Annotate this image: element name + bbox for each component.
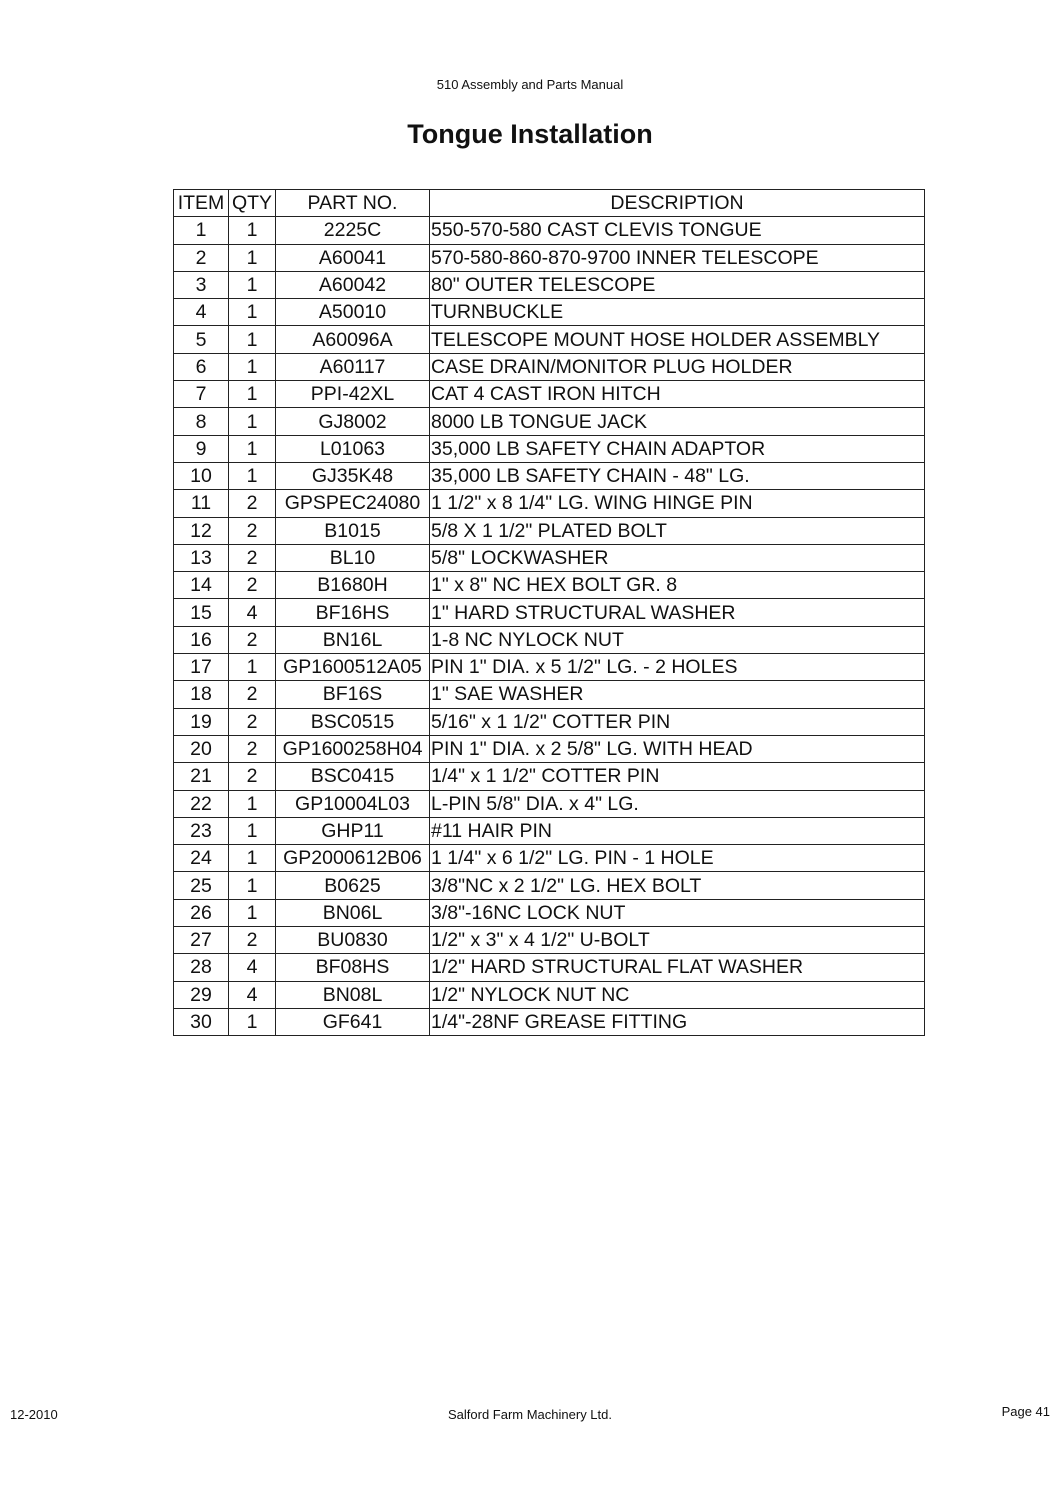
cell-part-no: 2225C bbox=[276, 217, 430, 244]
cell-part-no: BSC0515 bbox=[276, 708, 430, 735]
cell-qty: 2 bbox=[229, 626, 276, 653]
table-row bbox=[174, 899, 925, 926]
cell-qty: 4 bbox=[229, 981, 276, 1008]
cell-description: 1/2" NYLOCK NUT NC bbox=[430, 981, 925, 1008]
cell-qty: 2 bbox=[229, 927, 276, 954]
cell-part-no: GF641 bbox=[276, 1008, 430, 1035]
cell-qty: 1 bbox=[229, 326, 276, 353]
cell-part-no: GP1600512A05 bbox=[276, 654, 430, 681]
cell-part-no: A60096A bbox=[276, 326, 430, 353]
cell-part-no: GJ8002 bbox=[276, 408, 430, 435]
cell-description: 1/2" x 3" x 4 1/2" U-BOLT bbox=[430, 927, 925, 954]
cell-qty: 4 bbox=[229, 599, 276, 626]
table-row bbox=[174, 299, 925, 326]
cell-item: 15 bbox=[174, 599, 229, 626]
table-row bbox=[174, 954, 925, 981]
table-row bbox=[174, 326, 925, 353]
cell-item: 23 bbox=[174, 817, 229, 844]
cell-qty: 1 bbox=[229, 790, 276, 817]
cell-part-no: BU0830 bbox=[276, 927, 430, 954]
table-row bbox=[174, 735, 925, 762]
cell-part-no: B1680H bbox=[276, 572, 430, 599]
cell-description: 35,000 LB SAFETY CHAIN ADAPTOR bbox=[430, 435, 925, 462]
cell-description: 3/8"NC x 2 1/2" LG. HEX BOLT bbox=[430, 872, 925, 899]
cell-description: 8000 LB TONGUE JACK bbox=[430, 408, 925, 435]
cell-item: 9 bbox=[174, 435, 229, 462]
cell-description: PIN 1" DIA. x 2 5/8" LG. WITH HEAD bbox=[430, 735, 925, 762]
cell-qty: 1 bbox=[229, 845, 276, 872]
cell-qty: 2 bbox=[229, 681, 276, 708]
column-header-item: ITEM bbox=[174, 190, 229, 217]
cell-item: 25 bbox=[174, 872, 229, 899]
cell-item: 11 bbox=[174, 490, 229, 517]
cell-qty: 2 bbox=[229, 517, 276, 544]
cell-item: 6 bbox=[174, 353, 229, 380]
cell-part-no: BN06L bbox=[276, 899, 430, 926]
column-header-part-no: PART NO. bbox=[276, 190, 430, 217]
cell-description: L-PIN 5/8" DIA. x 4" LG. bbox=[430, 790, 925, 817]
cell-part-no: GP1600258H04 bbox=[276, 735, 430, 762]
cell-part-no: BF16HS bbox=[276, 599, 430, 626]
cell-part-no: A60117 bbox=[276, 353, 430, 380]
cell-part-no: A60041 bbox=[276, 244, 430, 271]
cell-item: 3 bbox=[174, 271, 229, 298]
cell-qty: 2 bbox=[229, 572, 276, 599]
table-row bbox=[174, 790, 925, 817]
cell-description: #11 HAIR PIN bbox=[430, 817, 925, 844]
cell-qty: 1 bbox=[229, 1008, 276, 1035]
parts-table bbox=[173, 189, 925, 1036]
cell-description: 570-580-860-870-9700 INNER TELESCOPE bbox=[430, 244, 925, 271]
cell-item: 26 bbox=[174, 899, 229, 926]
table-row bbox=[174, 763, 925, 790]
cell-part-no: B1015 bbox=[276, 517, 430, 544]
cell-item: 20 bbox=[174, 735, 229, 762]
table-row bbox=[174, 872, 925, 899]
cell-part-no: BN16L bbox=[276, 626, 430, 653]
cell-part-no: BF08HS bbox=[276, 954, 430, 981]
cell-item: 17 bbox=[174, 654, 229, 681]
cell-qty: 1 bbox=[229, 217, 276, 244]
table-row bbox=[174, 817, 925, 844]
cell-description: 3/8"-16NC LOCK NUT bbox=[430, 899, 925, 926]
parts-table-body bbox=[174, 217, 925, 1036]
cell-qty: 1 bbox=[229, 408, 276, 435]
cell-qty: 2 bbox=[229, 763, 276, 790]
table-row bbox=[174, 408, 925, 435]
cell-item: 19 bbox=[174, 708, 229, 735]
table-row bbox=[174, 353, 925, 380]
manual-title: 510 Assembly and Parts Manual bbox=[436, 77, 624, 92]
cell-part-no: A50010 bbox=[276, 299, 430, 326]
cell-qty: 1 bbox=[229, 872, 276, 899]
table-row bbox=[174, 845, 925, 872]
cell-qty: 1 bbox=[229, 299, 276, 326]
table-row bbox=[174, 490, 925, 517]
table-row bbox=[174, 654, 925, 681]
cell-description: 5/8 X 1 1/2" PLATED BOLT bbox=[430, 517, 925, 544]
cell-qty: 1 bbox=[229, 435, 276, 462]
cell-item: 2 bbox=[174, 244, 229, 271]
cell-part-no: GP10004L03 bbox=[276, 790, 430, 817]
cell-qty: 2 bbox=[229, 490, 276, 517]
cell-qty: 1 bbox=[229, 353, 276, 380]
cell-item: 5 bbox=[174, 326, 229, 353]
cell-item: 30 bbox=[174, 1008, 229, 1035]
table-row bbox=[174, 271, 925, 298]
cell-part-no: BF16S bbox=[276, 681, 430, 708]
cell-item: 28 bbox=[174, 954, 229, 981]
cell-description: 5/16" x 1 1/2" COTTER PIN bbox=[430, 708, 925, 735]
cell-part-no: GP2000612B06 bbox=[276, 845, 430, 872]
cell-qty: 2 bbox=[229, 708, 276, 735]
cell-item: 24 bbox=[174, 845, 229, 872]
table-row bbox=[174, 599, 925, 626]
cell-description: 1/4"-28NF GREASE FITTING bbox=[430, 1008, 925, 1035]
table-row bbox=[174, 927, 925, 954]
page-heading: Tongue Installation bbox=[407, 119, 653, 149]
cell-description: 550-570-580 CAST CLEVIS TONGUE bbox=[430, 217, 925, 244]
cell-part-no: PPI-42XL bbox=[276, 381, 430, 408]
footer-company: Salford Farm Machinery Ltd. bbox=[447, 1407, 612, 1422]
cell-part-no: L01063 bbox=[276, 435, 430, 462]
table-row bbox=[174, 708, 925, 735]
cell-qty: 2 bbox=[229, 544, 276, 571]
table-row bbox=[174, 1008, 925, 1035]
cell-qty: 1 bbox=[229, 381, 276, 408]
cell-description: 35,000 LB SAFETY CHAIN - 48" LG. bbox=[430, 462, 925, 489]
cell-description: TURNBUCKLE bbox=[430, 299, 925, 326]
cell-part-no: BSC0415 bbox=[276, 763, 430, 790]
cell-qty: 2 bbox=[229, 735, 276, 762]
cell-item: 14 bbox=[174, 572, 229, 599]
cell-description: 80" OUTER TELESCOPE bbox=[430, 271, 925, 298]
cell-description: 1 1/4" x 6 1/2" LG. PIN - 1 HOLE bbox=[430, 845, 925, 872]
table-row bbox=[174, 381, 925, 408]
footer-date: 12-2010 bbox=[10, 1407, 58, 1422]
cell-part-no: GHP11 bbox=[276, 817, 430, 844]
cell-qty: 1 bbox=[229, 654, 276, 681]
cell-item: 8 bbox=[174, 408, 229, 435]
cell-qty: 1 bbox=[229, 244, 276, 271]
table-row bbox=[174, 517, 925, 544]
cell-qty: 1 bbox=[229, 817, 276, 844]
cell-qty: 1 bbox=[229, 462, 276, 489]
cell-qty: 1 bbox=[229, 899, 276, 926]
cell-part-no: B0625 bbox=[276, 872, 430, 899]
table-row bbox=[174, 626, 925, 653]
table-row bbox=[174, 217, 925, 244]
table-row bbox=[174, 462, 925, 489]
cell-item: 1 bbox=[174, 217, 229, 244]
cell-item: 18 bbox=[174, 681, 229, 708]
cell-description: TELESCOPE MOUNT HOSE HOLDER ASSEMBLY bbox=[430, 326, 925, 353]
table-row bbox=[174, 981, 925, 1008]
column-header-description: DESCRIPTION bbox=[430, 190, 925, 217]
table-header-row bbox=[174, 190, 925, 217]
cell-description: 1" HARD STRUCTURAL WASHER bbox=[430, 599, 925, 626]
cell-description: 1/4" x 1 1/2" COTTER PIN bbox=[430, 763, 925, 790]
cell-part-no: GPSPEC24080 bbox=[276, 490, 430, 517]
footer-page-number: Page 41 bbox=[1001, 1404, 1050, 1419]
cell-item: 21 bbox=[174, 763, 229, 790]
cell-qty: 4 bbox=[229, 954, 276, 981]
cell-item: 7 bbox=[174, 381, 229, 408]
cell-item: 22 bbox=[174, 790, 229, 817]
cell-item: 4 bbox=[174, 299, 229, 326]
column-header-qty: QTY bbox=[229, 190, 276, 217]
cell-description: 1" x 8" NC HEX BOLT GR. 8 bbox=[430, 572, 925, 599]
cell-description: CASE DRAIN/MONITOR PLUG HOLDER bbox=[430, 353, 925, 380]
cell-description: CAT 4 CAST IRON HITCH bbox=[430, 381, 925, 408]
cell-item: 27 bbox=[174, 927, 229, 954]
cell-qty: 1 bbox=[229, 271, 276, 298]
cell-description: 5/8" LOCKWASHER bbox=[430, 544, 925, 571]
table-row bbox=[174, 244, 925, 271]
table-row bbox=[174, 681, 925, 708]
cell-part-no: BL10 bbox=[276, 544, 430, 571]
cell-description: 1-8 NC NYLOCK NUT bbox=[430, 626, 925, 653]
cell-part-no: GJ35K48 bbox=[276, 462, 430, 489]
table-row bbox=[174, 572, 925, 599]
cell-item: 13 bbox=[174, 544, 229, 571]
cell-description: 1" SAE WASHER bbox=[430, 681, 925, 708]
cell-description: PIN 1" DIA. x 5 1/2" LG. - 2 HOLES bbox=[430, 654, 925, 681]
table-row bbox=[174, 435, 925, 462]
cell-item: 29 bbox=[174, 981, 229, 1008]
cell-item: 10 bbox=[174, 462, 229, 489]
cell-item: 12 bbox=[174, 517, 229, 544]
cell-part-no: A60042 bbox=[276, 271, 430, 298]
cell-part-no: BN08L bbox=[276, 981, 430, 1008]
cell-item: 16 bbox=[174, 626, 229, 653]
table-row bbox=[174, 544, 925, 571]
cell-description: 1 1/2" x 8 1/4" LG. WING HINGE PIN bbox=[430, 490, 925, 517]
cell-description: 1/2" HARD STRUCTURAL FLAT WASHER bbox=[430, 954, 925, 981]
